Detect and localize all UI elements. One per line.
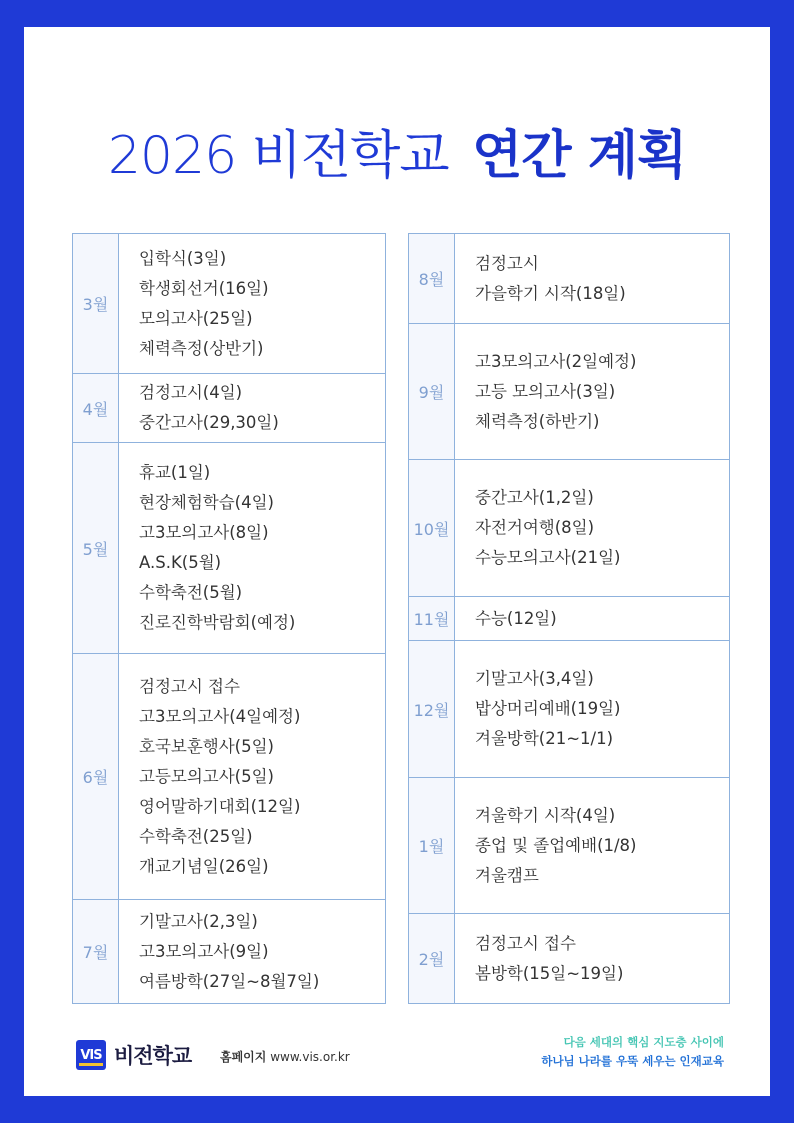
event-item: 종업 및 졸업예배(1/8): [475, 835, 637, 855]
homepage-label: 홈페이지: [220, 1050, 267, 1064]
event-item: 수학축전(25일): [139, 826, 253, 846]
event-item: 고등 모의고사(3일): [475, 381, 616, 401]
homepage-info: [220, 1048, 350, 1065]
month-label: 12월: [409, 641, 455, 778]
event-item: 진로진학박람회(예정): [139, 613, 296, 632]
event-item: 밥상머리예배(19일): [475, 699, 621, 718]
month-label: 8월: [409, 234, 455, 324]
schedule-row: [73, 900, 386, 1004]
event-item: 수능모의고사(21일): [475, 548, 621, 567]
logo-school-name: 비전학교: [114, 1044, 192, 1068]
event-item: 중간고사(1,2일): [475, 488, 594, 507]
month-label: 1월: [409, 778, 455, 914]
event-item: 고등모의고사(5일): [139, 766, 274, 786]
schedule-table-right: [408, 233, 730, 1004]
homepage-url[interactable]: www.vis.or.kr: [270, 1050, 350, 1064]
event-item: 검정고시: [475, 253, 539, 273]
page: [24, 27, 770, 1096]
event-cell: [119, 374, 386, 443]
event-item: 겨울학기 시작(4일): [475, 805, 616, 825]
event-cell: [119, 234, 386, 374]
event-item: 수능(12일): [475, 608, 557, 628]
month-label: 2월: [409, 914, 455, 1004]
event-cell: [455, 914, 730, 1004]
event-item: 검정고시 접수: [475, 933, 576, 953]
month-label: 5월: [73, 443, 119, 654]
event-item: 기말고사(2,3일): [139, 911, 258, 931]
event-item: 체력측정(상반기): [139, 338, 264, 358]
slogan-line-1: 다음 세대의 핵심 지도층 사이에: [563, 1035, 724, 1049]
schedule-row: [409, 460, 730, 597]
month-label: 4월: [73, 374, 119, 443]
schedule-row: [73, 443, 386, 654]
month-label: 10월: [409, 460, 455, 597]
event-item: 휴교(1일): [139, 463, 211, 482]
school-logo: [76, 1039, 191, 1071]
event-item: 영어말하기대회(12일): [139, 796, 301, 816]
schedule-row: [409, 778, 730, 914]
title-highlight: 연간 계획: [472, 113, 686, 188]
event-cell: [455, 778, 730, 914]
schedule-row: [73, 374, 386, 443]
page-title: [24, 113, 770, 188]
event-item: 검정고시 접수: [139, 676, 240, 696]
schedule-row: [409, 597, 730, 641]
event-item: 중간고사(29,30일): [139, 413, 279, 432]
event-cell: [455, 234, 730, 324]
event-item: 체력측정(하반기): [475, 411, 600, 431]
event-item: 고3모의고사(2일예정): [475, 351, 637, 371]
event-item: 고3모의고사(4일예정): [139, 706, 301, 726]
schedule-row: [73, 654, 386, 900]
month-label: 6월: [73, 654, 119, 900]
month-label: 7월: [73, 900, 119, 1004]
event-cell: [119, 654, 386, 900]
event-item: 고3모의고사(9일): [139, 941, 269, 961]
event-item: 수학축전(5월): [139, 583, 243, 602]
event-cell: [455, 597, 730, 641]
event-item: 가을학기 시작(18일): [475, 283, 626, 303]
event-cell: [455, 641, 730, 778]
schedule-row: [409, 324, 730, 460]
event-item: 모의고사(25일): [139, 308, 253, 328]
schedule-row: [409, 641, 730, 778]
event-item: 여름방학(27일~8월7일): [139, 971, 320, 991]
event-item: 자전거여행(8일): [475, 518, 595, 537]
title-prefix: 2026 비전학교: [107, 126, 449, 186]
schedule-row: [409, 234, 730, 324]
event-cell: [455, 460, 730, 597]
event-cell: [455, 324, 730, 460]
event-item: 고3모의고사(8일): [139, 523, 269, 542]
slogan: [541, 1033, 724, 1071]
event-item: 호국보훈행사(5일): [139, 736, 274, 756]
event-item: 봄방학(15일~19일): [475, 963, 624, 983]
event-item: 현장체험학습(4일): [139, 493, 274, 512]
month-label: 9월: [409, 324, 455, 460]
event-item: 겨울캠프: [475, 865, 539, 885]
event-item: 학생회선거(16일): [139, 278, 269, 298]
schedule-table-left: [72, 233, 386, 1004]
month-label: 11월: [409, 597, 455, 641]
event-item: 입학식(3일): [139, 248, 227, 268]
slogan-line-2: 하나님 나라를 우뚝 세우는 인재교육: [541, 1054, 724, 1068]
event-cell: [119, 900, 386, 1004]
event-cell: [119, 443, 386, 654]
event-item: 겨울방학(21~1/1): [475, 729, 614, 748]
event-item: 검정고시(4일): [139, 383, 243, 402]
month-label: 3월: [73, 234, 119, 374]
event-item: 개교기념일(26일): [139, 856, 269, 876]
schedule-row: [409, 914, 730, 1004]
logo-mark-icon: VIS: [76, 1040, 106, 1070]
event-item: A.S.K(5월): [139, 553, 222, 572]
schedule-row: [73, 234, 386, 374]
event-item: 기말고사(3,4일): [475, 669, 594, 688]
